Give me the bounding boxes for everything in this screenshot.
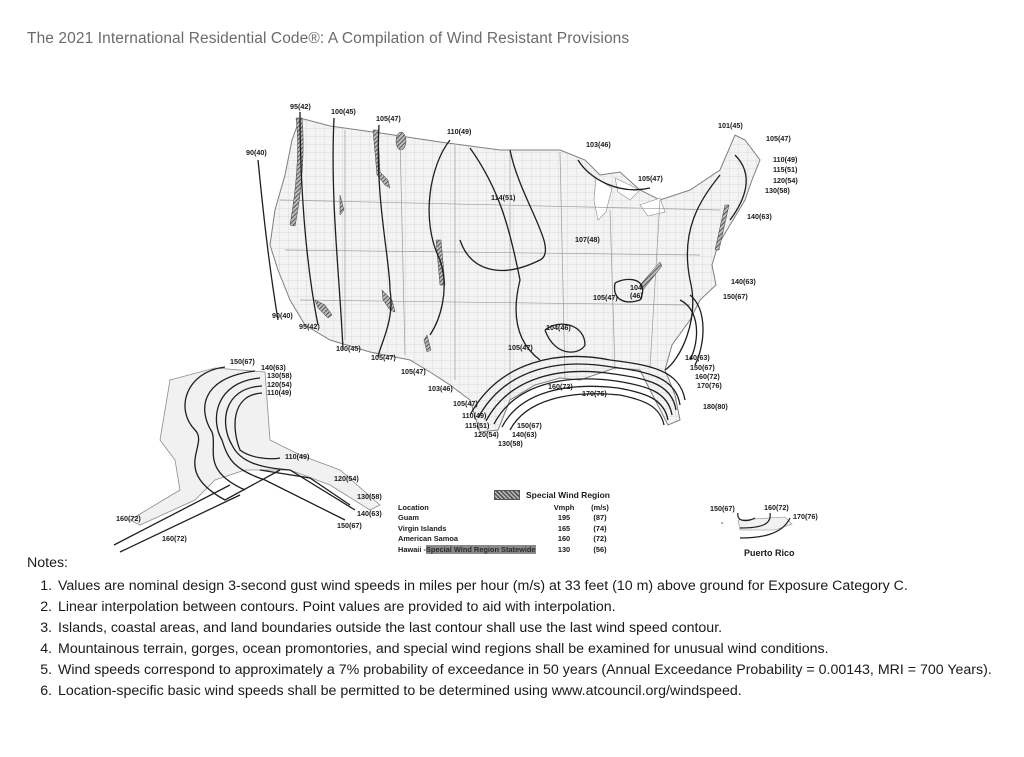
contour-label: 120(54) xyxy=(267,380,292,389)
contour-label: 110(49) xyxy=(285,452,310,461)
note-item: 4. Mountainous terrain, gorges, ocean promontories, and special wind regions shall be examined for unusual wind conditions. xyxy=(56,640,1007,659)
contour-label: 140(63) xyxy=(357,509,382,518)
contour-label: 101(45) xyxy=(718,121,743,130)
contour-label: 115(51) xyxy=(773,165,798,174)
legend-vmph: 130 xyxy=(557,544,571,554)
legend-row xyxy=(398,534,618,545)
contour-label: 150(67) xyxy=(337,521,362,530)
legend-col-vmph: Vmph xyxy=(553,503,575,512)
note-item: 1. Values are nominal design 3-second gust wind speeds in miles per hour (m/s) at 33 feet (10 m) above ground for Exposure Category C. xyxy=(56,577,1007,596)
contour-label: 110(49) xyxy=(447,127,472,136)
special-wind-region-table xyxy=(398,503,618,555)
contour-label: 180(80) xyxy=(703,402,728,411)
legend-row xyxy=(398,524,618,535)
alaska-landmass xyxy=(130,368,380,525)
contour-label: 170(76) xyxy=(697,381,722,390)
contour-label: 95(42) xyxy=(290,102,311,111)
contour-label: 130(58) xyxy=(498,439,523,448)
note-item: 5. Wind speeds correspond to approximately a 7% probability of exceedance in 50 years (Annual Exceedance Probability = 0.00143, MRI = 700 Years). xyxy=(56,661,1007,680)
notes-title: Notes: xyxy=(27,555,69,571)
contour-label: 170(76) xyxy=(793,512,818,521)
contour-label: 105(47) xyxy=(638,174,663,183)
legend-ms: (74) xyxy=(593,523,607,533)
contour-label: 100(45) xyxy=(336,344,361,353)
contour-label: 130(58) xyxy=(267,371,292,380)
legend-row xyxy=(398,545,618,556)
legend-location-highlight: Special Wind Region Statewide xyxy=(425,544,536,554)
contour-label: 140(63) xyxy=(512,430,537,439)
note-item: 3. Islands, coastal areas, and land boundaries outside the last contour shall use the last wind speed contour. xyxy=(56,619,1007,638)
legend-ms: (87) xyxy=(593,513,607,522)
legend-title: Special Wind Region xyxy=(526,490,610,500)
contour-label: 110(49) xyxy=(267,388,292,397)
notes-list xyxy=(27,577,1007,701)
special-wind-region-swatch xyxy=(494,490,520,500)
contour-label: 114(51) xyxy=(491,193,516,202)
contour-label: 120(54) xyxy=(773,176,798,185)
legend-location-prefix: Hawaii - xyxy=(398,544,426,554)
contour-label: 107(48) xyxy=(575,235,600,244)
contour-label: 115(51) xyxy=(465,421,490,430)
contour-label: 150(67) xyxy=(517,421,542,430)
legend-location: Guam xyxy=(398,513,419,522)
contour-label: 110(49) xyxy=(462,411,487,420)
contour-label: 104 xyxy=(630,283,642,292)
contour-label: 105(47) xyxy=(371,353,396,362)
contour-label: 110(49) xyxy=(773,155,798,164)
legend-location: Virgin Islands xyxy=(398,523,447,533)
contour-label: 160(72) xyxy=(764,503,789,512)
note-item: 6. Location-specific basic wind speeds shall be permitted to be determined using www.atcouncil.org/windspeed. xyxy=(56,682,1007,701)
contour-label: 104(46) xyxy=(546,323,571,332)
contour-label: 160(72) xyxy=(548,382,573,391)
contour-label: 100(45) xyxy=(331,107,356,116)
contour-label: 90(40) xyxy=(246,148,267,157)
contour-label: 150(67) xyxy=(690,363,715,372)
legend-location: American Samoa xyxy=(398,534,458,543)
contour-label: 130(58) xyxy=(765,186,790,195)
document-header-title: The 2021 International Residential Code®: A Compilation of Wind Resistant Provisions xyxy=(27,30,630,47)
contiguous-us-landmass xyxy=(270,118,760,432)
contour-label: (46) xyxy=(630,291,643,300)
contour-label: 105(47) xyxy=(376,114,401,123)
contour-label: 120(54) xyxy=(334,474,359,483)
contour-label: 105(47) xyxy=(401,367,426,376)
contour-label: 160(72) xyxy=(162,534,187,543)
contour-label: 105(47) xyxy=(453,399,478,408)
contour-label: 160(72) xyxy=(695,372,720,381)
puerto-rico-label: Puerto Rico xyxy=(744,548,795,558)
legend-vmph: 160 xyxy=(557,534,571,543)
legend-ms: (56) xyxy=(593,544,607,554)
legend-vmph: 195 xyxy=(557,513,571,522)
legend-location xyxy=(398,545,546,556)
contour-label: 140(63) xyxy=(261,363,286,372)
contour-label: 140(63) xyxy=(731,277,756,286)
legend-col-location: Location xyxy=(398,503,429,512)
legend-vmph: 165 xyxy=(557,523,571,533)
contour-label: 170(76) xyxy=(582,389,607,398)
contour-label: 105(47) xyxy=(766,134,791,143)
notes-section xyxy=(27,555,1007,703)
contour-label: 140(63) xyxy=(685,353,710,362)
contour-label: 103(46) xyxy=(586,140,611,149)
contour-label: 105(47) xyxy=(508,343,533,352)
contour-label: 105(47) xyxy=(593,293,618,302)
contour-label: 95(42) xyxy=(299,322,320,331)
contour-label: 150(67) xyxy=(710,504,735,513)
contour-label: 130(58) xyxy=(357,492,382,501)
legend-row xyxy=(398,513,618,524)
note-item: 2. Linear interpolation between contours. Point values are provided to aid with interpolation. xyxy=(56,598,1007,617)
special-wind-region-legend xyxy=(398,490,618,555)
legend-ms: (72) xyxy=(593,534,607,543)
contour-label: 150(67) xyxy=(723,292,748,301)
contour-label: 103(46) xyxy=(428,384,453,393)
legend-col-ms: (m/s) xyxy=(591,503,609,512)
contour-label: 140(63) xyxy=(747,212,772,221)
contour-label: 120(54) xyxy=(474,430,499,439)
contour-label: 160(72) xyxy=(116,514,141,523)
legend-title-row xyxy=(398,490,618,500)
legend-header-row xyxy=(398,503,618,513)
contour-label: 150(67) xyxy=(230,357,255,366)
contour-label: 90(40) xyxy=(272,311,293,320)
